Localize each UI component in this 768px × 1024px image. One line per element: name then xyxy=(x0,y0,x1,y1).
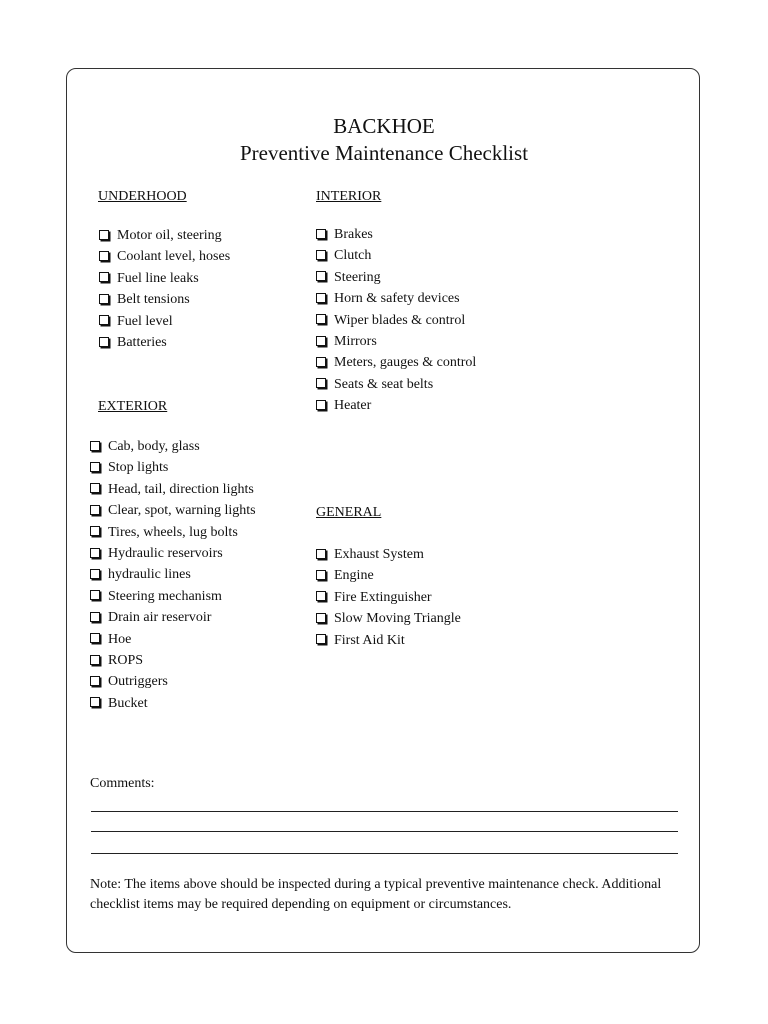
checklist-item-label: Stop lights xyxy=(108,460,169,476)
checklist-item-label: Clutch xyxy=(334,248,372,264)
checkbox-icon[interactable] xyxy=(90,483,100,493)
checklist-item-label: Belt tensions xyxy=(117,292,190,308)
checklist-item-exterior[interactable] xyxy=(90,607,256,628)
checklist-item-label: Heater xyxy=(334,398,372,414)
checklist-item-label: Wiper blades & control xyxy=(334,312,466,328)
checklist-item-general[interactable] xyxy=(316,608,461,629)
exterior-list xyxy=(90,436,256,714)
checkbox-icon[interactable] xyxy=(90,462,100,472)
checkbox-icon[interactable] xyxy=(316,314,326,324)
checkbox-icon[interactable] xyxy=(90,676,100,686)
heading-interior: INTERIOR xyxy=(316,189,382,204)
checklist-item-general[interactable] xyxy=(316,565,461,586)
footer-note: Note: The items above should be inspected during a typical preventive maintenance check. Additional checklist items may be required depending on equipment or circumstances. xyxy=(90,877,662,912)
document-subtitle: Preventive Maintenance Checklist xyxy=(239,141,529,165)
checkbox-icon[interactable] xyxy=(90,548,100,558)
heading-underhood: UNDERHOOD xyxy=(98,189,187,204)
checklist-item-underhood[interactable] xyxy=(99,311,230,332)
checkbox-icon[interactable] xyxy=(90,526,100,536)
checklist-item-underhood[interactable] xyxy=(99,289,230,310)
checklist-item-exterior[interactable] xyxy=(90,543,256,564)
checklist-item-exterior[interactable] xyxy=(90,522,256,543)
checkbox-icon[interactable] xyxy=(90,697,100,707)
heading-general: GENERAL xyxy=(316,505,382,520)
checkbox-icon[interactable] xyxy=(316,613,326,623)
checklist-item-label: Bucket xyxy=(108,695,148,711)
checklist-item-label: Head, tail, direction lights xyxy=(108,481,254,497)
checkbox-icon[interactable] xyxy=(90,505,100,515)
checkbox-icon[interactable] xyxy=(316,357,326,367)
checklist-item-exterior[interactable] xyxy=(90,650,256,671)
checklist-item-label: Mirrors xyxy=(334,333,377,349)
checkbox-icon[interactable] xyxy=(90,441,100,451)
checkbox-icon[interactable] xyxy=(316,378,326,388)
heading-exterior: EXTERIOR xyxy=(98,399,168,414)
checkbox-icon[interactable] xyxy=(316,591,326,601)
checklist-item-label: Drain air reservoir xyxy=(108,610,212,626)
checkbox-icon[interactable] xyxy=(90,633,100,643)
checkbox-icon[interactable] xyxy=(316,336,326,346)
checkbox-icon[interactable] xyxy=(99,294,109,304)
checklist-item-exterior[interactable] xyxy=(90,629,256,650)
checkbox-icon[interactable] xyxy=(316,634,326,644)
checklist-item-label: Fuel line leaks xyxy=(117,270,199,286)
checklist-item-label: Meters, gauges & control xyxy=(334,355,477,371)
comment-line-2[interactable] xyxy=(91,831,678,832)
checklist-item-label: hydraulic lines xyxy=(108,567,191,583)
checklist-item-label: Coolant level, hoses xyxy=(117,249,231,265)
checklist-item-label: Clear, spot, warning lights xyxy=(108,503,256,519)
checklist-item-interior[interactable] xyxy=(316,331,476,352)
checkbox-icon[interactable] xyxy=(90,590,100,600)
document-title: BACKHOE xyxy=(333,114,435,138)
checklist-item-label: Outriggers xyxy=(108,674,168,690)
checkbox-icon[interactable] xyxy=(316,570,326,580)
checklist-item-general[interactable] xyxy=(316,630,461,651)
checklist-item-label: Brakes xyxy=(334,227,373,242)
checklist-item-exterior[interactable] xyxy=(90,436,256,457)
comment-line-1[interactable] xyxy=(91,811,678,812)
checklist-item-interior[interactable] xyxy=(316,310,476,331)
checklist-item-label: Motor oil, steering xyxy=(117,228,222,243)
checkbox-icon[interactable] xyxy=(99,315,109,325)
checkbox-icon[interactable] xyxy=(99,272,109,282)
checklist-item-interior[interactable] xyxy=(316,352,476,373)
checkbox-icon[interactable] xyxy=(99,230,109,240)
checkbox-icon[interactable] xyxy=(99,337,109,347)
checklist-item-exterior[interactable] xyxy=(90,671,256,692)
checklist-item-label: Seats & seat belts xyxy=(334,376,434,392)
checkbox-icon[interactable] xyxy=(316,271,326,281)
checkbox-icon[interactable] xyxy=(316,400,326,410)
checklist-item-general[interactable] xyxy=(316,544,461,565)
underhood-list xyxy=(99,225,230,353)
checklist-item-label: Batteries xyxy=(117,334,167,350)
checkbox-icon[interactable] xyxy=(90,569,100,579)
checklist-item-exterior[interactable] xyxy=(90,457,256,478)
checklist-item-label: Fuel level xyxy=(117,313,173,329)
checkbox-icon[interactable] xyxy=(90,612,100,622)
comments-label: Comments: xyxy=(90,776,155,791)
checklist-item-label: Horn & safety devices xyxy=(334,291,460,307)
checklist-item-label: Hydraulic reservoirs xyxy=(108,545,223,561)
checklist-item-exterior[interactable] xyxy=(90,564,256,585)
checklist-item-interior[interactable] xyxy=(316,267,476,288)
checklist-item-label: Fire Extinguisher xyxy=(334,589,432,605)
comment-line-3[interactable] xyxy=(91,853,678,854)
checklist-item-label: Exhaust System xyxy=(334,547,424,562)
checklist-item-underhood[interactable] xyxy=(99,332,230,353)
checklist-item-underhood[interactable] xyxy=(99,268,230,289)
checklist-item-label: Hoe xyxy=(108,631,132,647)
checkbox-icon[interactable] xyxy=(99,251,109,261)
checklist-item-interior[interactable] xyxy=(316,224,476,245)
checklist-item-label: Slow Moving Triangle xyxy=(334,611,461,627)
checklist-item-interior[interactable] xyxy=(316,395,476,416)
general-list xyxy=(316,544,461,651)
checklist-item-interior[interactable] xyxy=(316,288,476,309)
checklist-item-exterior[interactable] xyxy=(90,500,256,521)
checkbox-icon[interactable] xyxy=(90,655,100,665)
checklist-item-exterior[interactable] xyxy=(90,586,256,607)
checklist-item-label: Cab, body, glass xyxy=(108,439,200,454)
checklist-item-interior[interactable] xyxy=(316,245,476,266)
checklist-item-exterior[interactable] xyxy=(90,693,256,714)
checkbox-icon[interactable] xyxy=(316,293,326,303)
checklist-item-label: ROPS xyxy=(108,652,144,668)
checklist-item-exterior[interactable] xyxy=(90,479,256,500)
checklist-item-label: Engine xyxy=(334,568,374,584)
checkbox-icon[interactable] xyxy=(316,549,326,559)
checklist-item-general[interactable] xyxy=(316,587,461,608)
checklist-item-label: Steering xyxy=(334,269,381,285)
checklist-item-underhood[interactable] xyxy=(99,246,230,267)
checklist-item-label: Steering mechanism xyxy=(108,588,222,604)
checklist-item-underhood[interactable] xyxy=(99,225,230,246)
checklist-item-label: Tires, wheels, lug bolts xyxy=(108,524,238,540)
checkbox-icon[interactable] xyxy=(316,250,326,260)
checkbox-icon[interactable] xyxy=(316,229,326,239)
interior-list xyxy=(316,224,476,417)
checklist-item-interior[interactable] xyxy=(316,374,476,395)
checklist-item-label: First Aid Kit xyxy=(334,632,405,648)
